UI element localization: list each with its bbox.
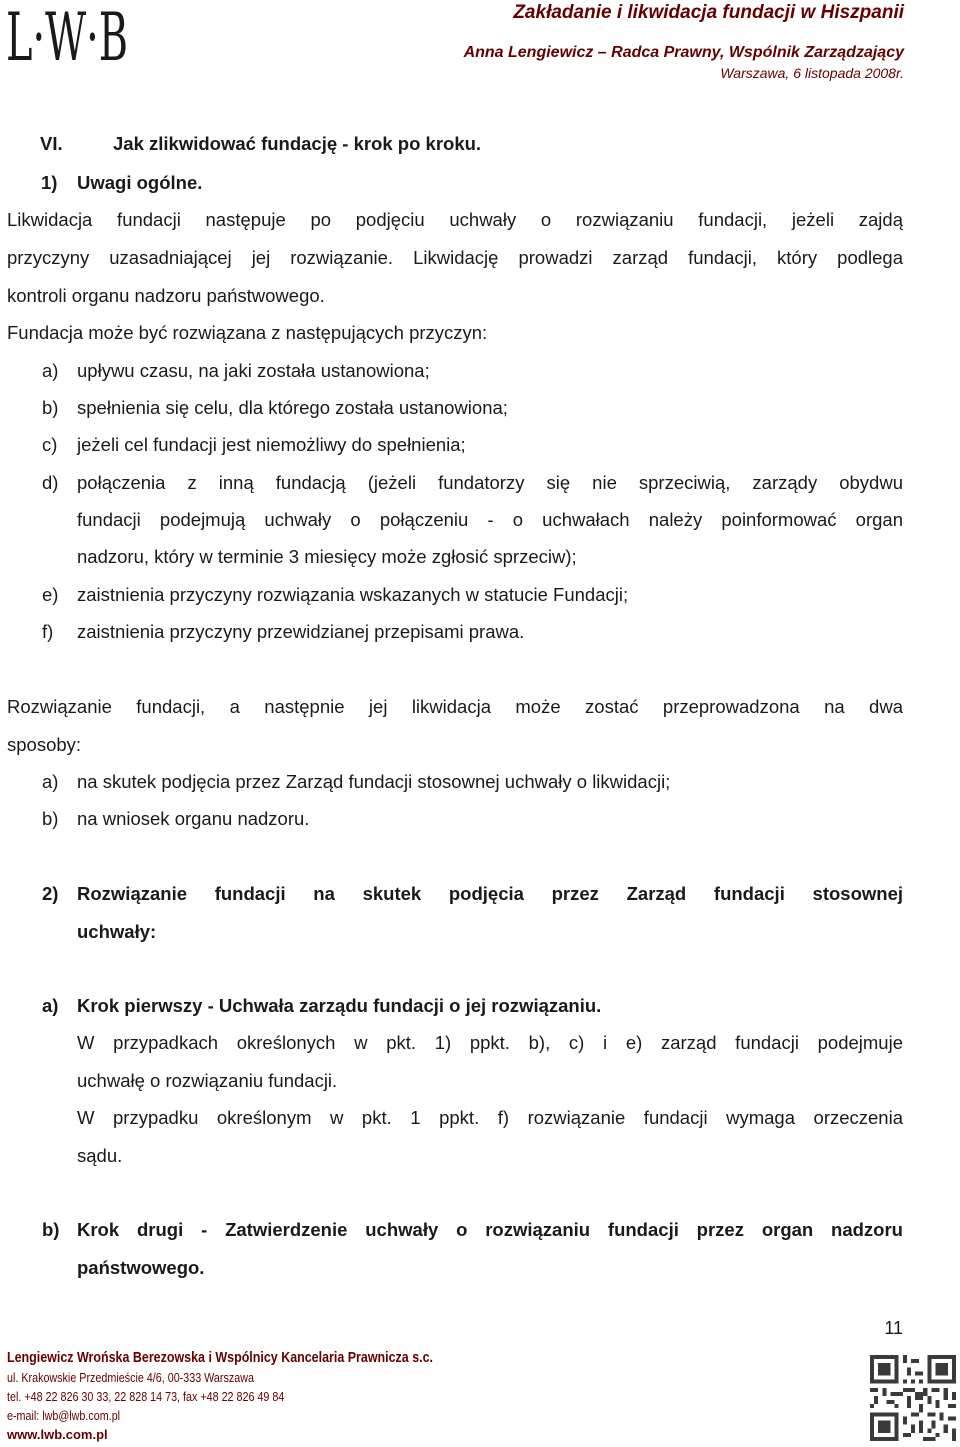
reason-d-line-3: nadzoru, który w terminie 3 miesięcy może zgłosić sprzeciw); bbox=[77, 546, 577, 567]
footer-website-link[interactable]: www.lwb.com.pl bbox=[7, 1427, 108, 1442]
subsection-1-title: Uwagi ogólne. bbox=[77, 172, 203, 193]
reason-d-line-1: połączenia z inną fundacją (jeżeli fundatorzy się nie sprzeciwią, zarządy obydwu bbox=[77, 472, 903, 493]
section-number: VI. bbox=[40, 133, 63, 154]
page-number: 11 bbox=[884, 1318, 903, 1338]
list-item-reason-f bbox=[42, 620, 903, 644]
list-item-way-b bbox=[42, 807, 903, 831]
subsection-2-title-line-1: Rozwiązanie fundacji na skutek podjęcia przez Zarząd fundacji stosownej bbox=[77, 883, 903, 904]
list-label: b) bbox=[42, 808, 59, 829]
para1-line-3: kontroli organu nadzoru państwowego. bbox=[7, 285, 325, 306]
document-date: Warszawa, 6 listopada 2008r. bbox=[720, 65, 904, 81]
list-label: f) bbox=[42, 621, 54, 642]
footer-email[interactable]: e-mail: lwb@lwb.com.pl bbox=[7, 1409, 121, 1423]
lwb-logo bbox=[6, 0, 128, 76]
list-text: na skutek podjęcia przez Zarząd fundacji stosownej uchwały o likwidacji; bbox=[77, 771, 671, 792]
step-a-line-3: W przypadku określonym w pkt. 1 ppkt. f) rozwiązanie fundacji wymaga orzeczenia bbox=[77, 1107, 903, 1128]
logo-text: L·W·B bbox=[6, 0, 128, 76]
para1-line-2: przyczyny uzasadniającej jej rozwiązanie. Likwidację prowadzi zarząd fundacji, który podlega bbox=[7, 247, 903, 268]
para1-line-1: Likwidacja fundacji następuje po podjęciu uchwały o rozwiązaniu fundacji, jeżeli zajdą bbox=[7, 209, 903, 230]
reason-d-line-2: fundacji podejmują uchwały o połączeniu - o uchwałach należy poinformować organ bbox=[77, 509, 903, 530]
list-item-reason-e bbox=[42, 583, 903, 607]
list-label: c) bbox=[42, 434, 58, 455]
footer-phone: tel. +48 22 826 30 33, 22 828 14 73, fax +48 22 826 49 84 bbox=[7, 1390, 285, 1404]
step-a-line-2: uchwałę o rozwiązaniu fundacji. bbox=[77, 1070, 338, 1091]
list-label: a) bbox=[42, 360, 59, 381]
list-text: zaistnienia przyczyny rozwiązania wskazanych w statucie Fundacji; bbox=[77, 584, 629, 605]
step-a-line-4: sądu. bbox=[77, 1145, 123, 1166]
subsection-2-number: 2) bbox=[42, 883, 59, 904]
step-a-title: Krok pierwszy - Uchwała zarządu fundacji o jej rozwiązaniu. bbox=[77, 995, 602, 1016]
para3-line-2: sposoby: bbox=[7, 734, 82, 755]
list-label: e) bbox=[42, 584, 59, 605]
para3-line-1: Rozwiązanie fundacji, a następnie jej likwidacja może zostać przeprowadzona na dwa bbox=[7, 696, 903, 717]
step-a-label: a) bbox=[42, 995, 59, 1016]
para2-intro: Fundacja może być rozwiązana z następujących przyczyn: bbox=[7, 322, 488, 343]
subsection-1-number: 1) bbox=[41, 172, 58, 193]
footer-address: ul. Krakowskie Przedmieście 4/6, 00-333 Warszawa bbox=[7, 1371, 254, 1385]
list-text: jeżeli cel fundacji jest niemożliwy do spełnienia; bbox=[77, 434, 466, 455]
list-item-way-a bbox=[42, 770, 903, 794]
list-label-reason-d: d) bbox=[42, 472, 59, 493]
list-item-reason-c bbox=[42, 433, 903, 457]
list-text: upływu czasu, na jaki została ustanowiona; bbox=[77, 360, 430, 381]
list-text: spełnienia się celu, dla którego została ustanowiona; bbox=[77, 397, 508, 418]
qr-code-icon bbox=[870, 1355, 956, 1441]
subsection-2-title-line-2: uchwały: bbox=[77, 921, 157, 942]
step-a-heading bbox=[42, 994, 903, 1018]
list-text: na wniosek organu nadzoru. bbox=[77, 808, 310, 829]
list-text: zaistnienia przyczyny przewidzianej przepisami prawa. bbox=[77, 621, 525, 642]
footer-firm: Lengiewicz Wrońska Berezowska i Wspólnicy Kancelaria Prawnicza s.c. bbox=[7, 1350, 433, 1366]
list-label: a) bbox=[42, 771, 59, 792]
step-b-title-line-2: państwowego. bbox=[77, 1257, 205, 1278]
step-b-title-line-1: Krok drugi - Zatwierdzenie uchwały o rozwiązaniu fundacji przez organ nadzoru bbox=[77, 1219, 903, 1240]
section-title: Jak zlikwidować fundację - krok po kroku. bbox=[113, 133, 482, 154]
list-item-reason-b bbox=[42, 396, 903, 420]
document-title: Zakładanie i likwidacja fundacji w Hiszpanii bbox=[513, 2, 904, 23]
document-author: Anna Lengiewicz – Radca Prawny, Wspólnik Zarządzający bbox=[463, 44, 904, 61]
list-label: b) bbox=[42, 397, 59, 418]
step-b-label: b) bbox=[42, 1219, 60, 1240]
step-a-line-1: W przypadkach określonych w pkt. 1) ppkt. b), c) i e) zarząd fundacji podejmuje bbox=[77, 1032, 903, 1053]
list-item-reason-a bbox=[42, 359, 903, 383]
